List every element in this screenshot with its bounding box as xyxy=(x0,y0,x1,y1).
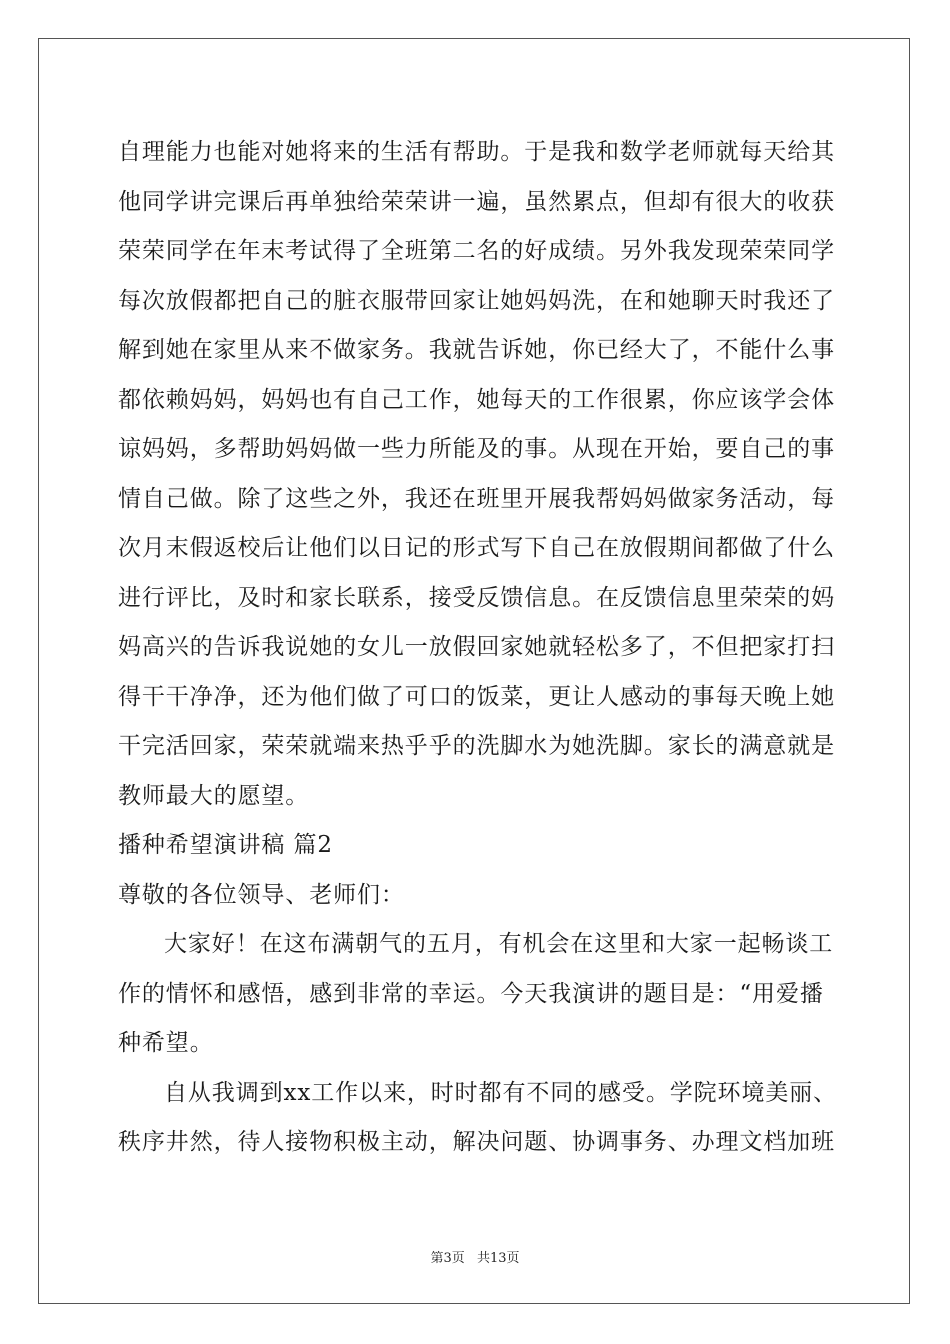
text-line: 自理能力也能对她将来的生活有帮助。于是我和数学老师就每天给其 xyxy=(118,139,835,165)
text-line: 都依赖妈妈，妈妈也有自己工作，她每天的工作很累，你应该学会体 xyxy=(118,386,835,413)
text-line: 干完活回家，荣荣就端来热乎乎的洗脚水为她洗脚。家长的满意就是 xyxy=(118,733,835,759)
page-footer xyxy=(0,1247,950,1266)
text-line: 作的情怀和感悟，感到非常的幸运。今天我演讲的题目是：“用爱播 xyxy=(118,980,824,1007)
text-line: 自从我调到xx工作以来，时时都有不同的感受。学院环境美丽、 xyxy=(164,1079,838,1106)
text-line: 得干干净净，还为他们做了可口的饭菜，更让人感动的事每天晚上她 xyxy=(118,683,835,710)
section-heading: 播种希望演讲稿 篇2 xyxy=(118,832,333,858)
text-line: 种希望。 xyxy=(118,1030,214,1056)
text-line: 他同学讲完课后再单独给荣荣讲一遍，虽然累点，但却有很大的收获 xyxy=(118,188,835,215)
text-line: 谅妈妈，多帮助妈妈做一些力所能及的事。从现在开始，要自己的事 xyxy=(118,436,835,462)
text-line: 进行评比，及时和家长联系，接受反馈信息。在反馈信息里荣荣的妈 xyxy=(118,584,835,611)
text-line: 教师最大的愿望。 xyxy=(118,782,310,809)
text-line: 次月末假返校后让他们以日记的形式写下自己在放假期间都做了什么 xyxy=(118,535,835,561)
text-line: 秩序井然，待人接物积极主动，解决问题、协调事务、办理文档加班 xyxy=(118,1129,835,1155)
text-line: 解到她在家里从来不做家务。我就告诉她，你已经大了，不能什么事 xyxy=(118,337,835,363)
page-number: 第3页 xyxy=(430,1251,465,1266)
text-line: 荣荣同学在年末考试得了全班第二名的好成绩。另外我发现荣荣同学 xyxy=(118,238,835,264)
salutation: 尊敬的各位领导、老师们： xyxy=(118,881,405,908)
document-body xyxy=(118,128,838,1168)
text-line: 妈高兴的告诉我说她的女儿一放假回家她就轻松多了，不但把家打扫 xyxy=(118,634,835,660)
text-line: 大家好！在这布满朝气的五月，有机会在这里和大家一起畅谈工 xyxy=(164,931,834,957)
text-line: 每次放假都把自己的脏衣服带回家让她妈妈洗，在和她聊天时我还了 xyxy=(118,287,835,314)
text-line: 情自己做。除了这些之外，我还在班里开展我帮妈妈做家务活动，每 xyxy=(118,485,835,512)
page-total: 共13页 xyxy=(476,1251,520,1266)
